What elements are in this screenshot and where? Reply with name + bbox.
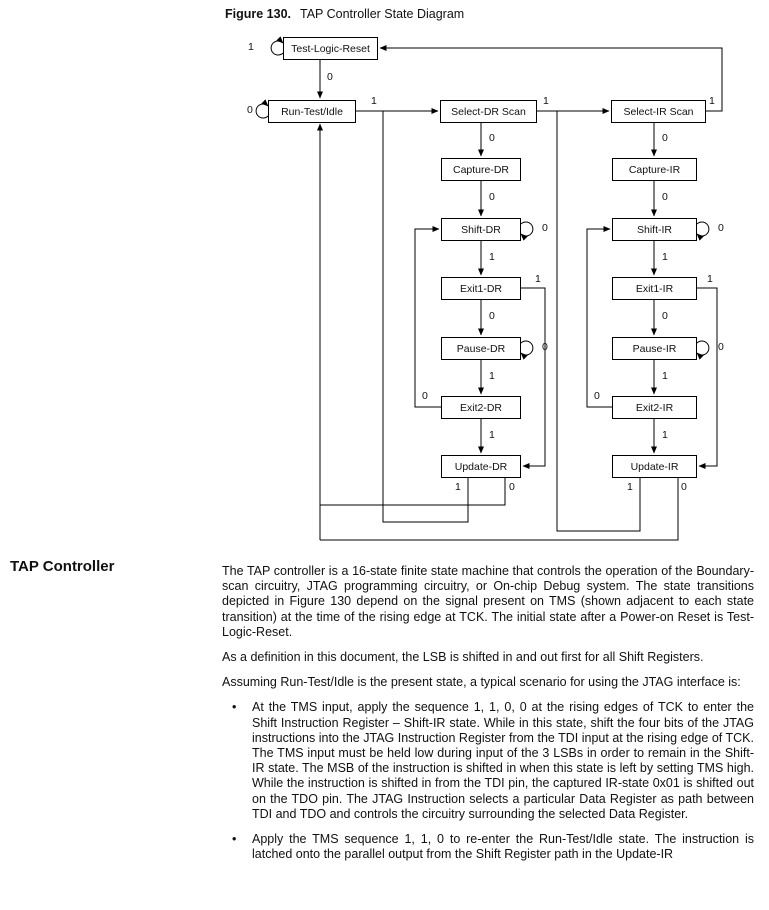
tms-label-udr-rti: 0 [509, 481, 515, 493]
state-run-test-idle: Run-Test/Idle [268, 100, 356, 123]
paragraph-lsb: As a definition in this document, the LSB is shifted in and out first for all Shift Registers. [222, 650, 704, 665]
state-exit1-dr: Exit1-DR [441, 277, 521, 300]
tms-label-tlr-self: 1 [248, 41, 254, 53]
tms-label-pir-e2ir: 1 [662, 370, 668, 382]
tms-label-rti-self: 0 [247, 104, 253, 116]
tms-label-e1dr-udr: 1 [535, 273, 541, 285]
paragraph-intro: The TAP controller is a 16-state finite state machine that controls the operation of the Boundary-scan circuitry, JTAG programming circuitry, or On-chip Debug system. The state transitions depicted in Figure 130 depend on the signal present on TMS (shown adjacent to each state transition) at the time of the rising edge at TCK. The initial state after a Power-on Reset is Test-Logic-Reset. [222, 564, 754, 639]
bullet-text: Apply the TMS sequence 1, 1, 0 to re-enter the Run-Test/Idle state. The instruction is latched onto the parallel output from the Shift Register path in the Update-IR [252, 832, 754, 862]
bullet-item [222, 700, 754, 822]
paragraph-scenario: Assuming Run-Test/Idle is the present state, a typical scenario for using the JTAG interface is: [222, 675, 741, 690]
state-shift-dr: Shift-DR [441, 218, 521, 241]
state-shift-ir: Shift-IR [612, 218, 697, 241]
section-heading: TAP Controller [10, 558, 115, 575]
tms-label-pdr-e2dr: 1 [489, 370, 495, 382]
state-select-ir-scan: Select-IR Scan [611, 100, 706, 123]
figure-title-text: TAP Controller State Diagram [300, 7, 465, 21]
tms-label-shir-e1ir: 1 [662, 251, 668, 263]
tms-label-sdr-sir: 1 [543, 95, 549, 107]
state-update-ir: Update-IR [612, 455, 697, 478]
tms-label-cir-shir: 0 [662, 191, 668, 203]
tms-label-e2dr-shdr: 0 [422, 390, 428, 402]
tms-label-uir-sdr: 1 [627, 481, 633, 493]
bullet-item [222, 832, 754, 862]
tms-label-sir-tlr: 1 [709, 95, 715, 107]
state-select-dr-scan: Select-DR Scan [440, 100, 537, 123]
bullet-marker: • [232, 700, 237, 715]
tms-label-rti-sdr: 1 [371, 95, 377, 107]
tms-label-pir-self: 0 [718, 341, 724, 353]
tms-label-e1ir-pir: 0 [662, 310, 668, 322]
tms-label-sir-cir: 0 [662, 132, 668, 144]
tms-label-cdr-shdr: 0 [489, 191, 495, 203]
tms-label-udr-sdr: 1 [455, 481, 461, 493]
state-test-logic-reset: Test-Logic-Reset [283, 37, 378, 60]
tms-label-shdr-e1dr: 1 [489, 251, 495, 263]
tms-label-e1ir-uir: 1 [707, 273, 713, 285]
tms-label-pdr-self: 0 [542, 341, 548, 353]
figure-label: Figure 130. [225, 7, 291, 21]
state-pause-ir: Pause-IR [612, 337, 697, 360]
tms-label-shdr-self: 0 [542, 222, 548, 234]
state-exit2-dr: Exit2-DR [441, 396, 521, 419]
section-body [222, 564, 754, 872]
tms-label-e2ir-uir: 1 [662, 429, 668, 441]
bullet-marker: • [232, 832, 237, 847]
state-update-dr: Update-DR [441, 455, 521, 478]
tms-label-uir-rti: 0 [681, 481, 687, 493]
state-capture-ir: Capture-IR [612, 158, 697, 181]
state-exit1-ir: Exit1-IR [612, 277, 697, 300]
tms-label-e2dr-udr: 1 [489, 429, 495, 441]
state-pause-dr: Pause-DR [441, 337, 521, 360]
tms-label-tlr-rti: 0 [327, 71, 333, 83]
tms-label-sdr-cdr: 0 [489, 132, 495, 144]
bullet-text: At the TMS input, apply the sequence 1, 1, 0, 0 at the rising edges of TCK to enter the Shift Instruction Register – Shift-IR state. While in this state, shift the four bits of the JTAG instructions into the JTAG Instruction Register from the TDI input at the rising edge of TCK. The TMS input must be held low during input of the 3 LSBs in order to remain in the Shift-IR state. The MSB of the instruction is shifted in when this state is left by setting TMS high. While the instruction is shifted in from the TDI pin, the captured IR-state 0x01 is shifted out on the TDO pin. The JTAG Instruction selects a particular Data Register as path between TDI and TDO and controls the circuitry surrounding the selected Data Register. [252, 700, 754, 821]
tms-label-e2ir-shir: 0 [594, 390, 600, 402]
state-capture-dr: Capture-DR [441, 158, 521, 181]
state-exit2-ir: Exit2-IR [612, 396, 697, 419]
tms-label-shir-self: 0 [718, 222, 724, 234]
tms-label-e1dr-pdr: 0 [489, 310, 495, 322]
